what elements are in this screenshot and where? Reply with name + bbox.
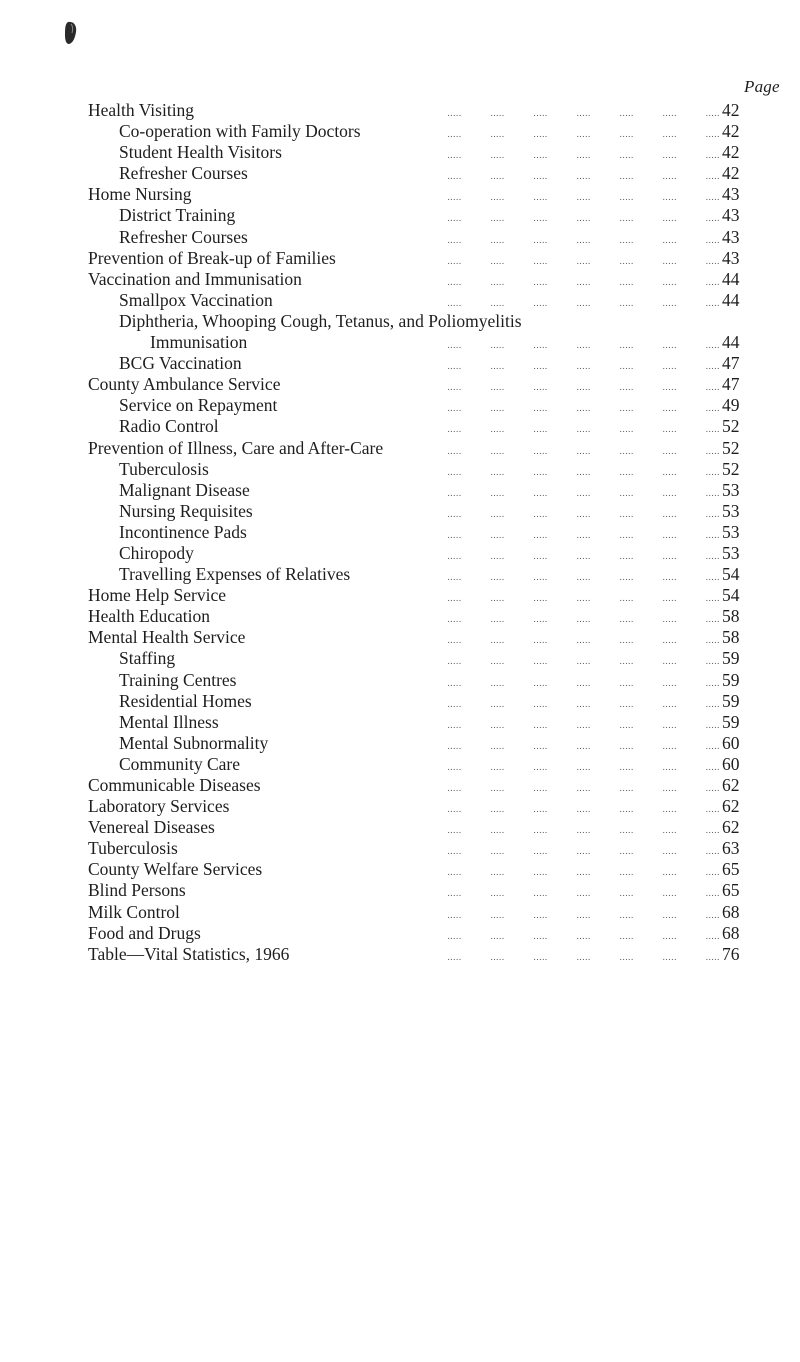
toc-entry: [88, 480, 756, 501]
toc-entry: [88, 248, 756, 269]
toc-entry-page-number: 44: [720, 269, 756, 290]
toc-entry-title: Communicable Diseases: [88, 775, 261, 795]
toc-entry-page-number: 65: [720, 859, 756, 880]
toc-entry-page-number: 58: [720, 606, 756, 627]
dot-leaders: ..... ..... ..... ..... ..... ..... .....: [447, 930, 720, 941]
dot-leaders: ..... ..... ..... ..... ..... ..... .....: [447, 108, 720, 118]
dot-leaders: ..... ..... ..... ..... ..... ..... .....: [447, 529, 720, 540]
dot-leaders: ..... ..... ..... ..... ..... ..... .....: [447, 276, 720, 287]
toc-entry-title: Community Care: [88, 754, 240, 775]
dot-leaders: ..... ..... ..... ..... ..... ..... .....: [447, 487, 720, 498]
toc-entry-title: County Ambulance Service: [88, 374, 281, 395]
toc-entry-page-number: 68: [720, 923, 756, 944]
toc-entry-page-number: 49: [720, 395, 756, 416]
toc-entry: [88, 754, 756, 775]
dot-leaders: ..... ..... ..... ..... ..... ..... .....: [447, 550, 720, 561]
toc-entry-title: District Training: [88, 205, 235, 226]
toc-entry: [88, 395, 756, 416]
toc-entry: [88, 564, 756, 585]
toc-entry-title: Refresher Courses: [88, 163, 248, 184]
toc-entry-title: County Welfare Services: [88, 859, 263, 880]
toc-entry: [88, 796, 756, 817]
dot-leaders: ..... ..... ..... ..... ..... ..... .....: [447, 825, 720, 836]
toc-entry: [88, 459, 756, 480]
dot-leaders: ..... ..... ..... ..... ..... ..... .....: [447, 614, 720, 625]
toc-entry-page-number: 68: [720, 902, 756, 923]
dot-leaders: ..... ..... ..... ..... ..... ..... .....: [447, 951, 720, 962]
dot-leaders: ..... ..... ..... ..... ..... ..... .....: [447, 129, 720, 140]
toc-entry-title: Venereal Diseases: [88, 817, 215, 838]
toc-entry-page-number: 53: [720, 501, 756, 522]
dot-leaders: ..... ..... ..... ..... ..... ..... .....: [447, 677, 720, 688]
toc-entry-page-number: 76: [720, 944, 756, 965]
toc-entry: [88, 374, 756, 395]
dot-leaders: ..... ..... ..... ..... ..... ..... .....: [447, 804, 720, 815]
toc-entry: [88, 100, 756, 121]
toc-entry-page-number: 59: [720, 712, 756, 733]
dot-leaders: ..... ..... ..... ..... ..... ..... .....: [447, 150, 720, 161]
toc-entry-page-number: 59: [720, 670, 756, 691]
toc-entry-title: Health Visiting: [88, 100, 195, 120]
dot-leaders: ..... ..... ..... ..... ..... ..... .....: [447, 867, 720, 878]
toc-entry-page-number: 52: [720, 416, 756, 437]
toc-entry-title: Blind Persons: [88, 880, 186, 901]
toc-entry: [88, 585, 756, 606]
dot-leaders: ..... ..... ..... ..... ..... ..... .....: [447, 361, 720, 372]
toc-entry-title: Home Help Service: [88, 585, 227, 606]
toc-entry-title: Co-operation with Family Doctors: [88, 121, 361, 142]
toc-entry: [88, 290, 756, 311]
toc-entry: [88, 269, 756, 290]
dot-leaders: ..... ..... ..... ..... ..... ..... .....: [447, 403, 720, 414]
toc-entry: [88, 606, 756, 627]
toc-entry: [88, 880, 756, 901]
toc-entry-page-number: 59: [720, 691, 756, 712]
toc-entry-title: Training Centres: [88, 670, 236, 691]
toc-entry-page-number: 43: [720, 248, 756, 269]
toc-entry: [88, 438, 756, 459]
toc-entry: [88, 627, 756, 648]
toc-entry-title: Immunisation: [88, 332, 247, 353]
toc-entry-title: Chiropody: [88, 543, 194, 564]
toc-entry-page-number: 43: [720, 184, 756, 205]
toc-entry-title: Tuberculosis: [88, 459, 209, 480]
toc-entry-page-number: 53: [720, 543, 756, 564]
toc-entry: [88, 522, 756, 543]
toc-entry-title: Malignant Disease: [88, 480, 250, 501]
toc-entry-page-number: 47: [720, 353, 756, 374]
toc-entry: [88, 733, 756, 754]
dot-leaders: ..... ..... ..... ..... ..... ..... .....: [447, 213, 720, 224]
toc-entry-title: Residential Homes: [88, 691, 252, 712]
toc-entry-title: Refresher Courses: [88, 227, 248, 248]
toc-entry-title: Mental Subnormality: [88, 733, 268, 754]
toc-entry: [88, 163, 756, 184]
toc-entry: [88, 184, 756, 205]
toc-entry: [88, 691, 756, 712]
toc-entry-page-number: 54: [720, 564, 756, 585]
toc-entry-page-number: 62: [720, 775, 756, 796]
toc-entry-page-number: 52: [720, 438, 756, 459]
dot-leaders: ..... ..... ..... ..... ..... ..... .....: [447, 909, 720, 920]
dot-leaders: ..... ..... ..... ..... ..... ..... .....: [447, 783, 720, 793]
dot-leaders: ..... ..... ..... ..... ..... ..... .....: [447, 297, 720, 308]
toc-entry-title: Prevention of Break-up of Families: [88, 247, 336, 268]
toc-entry-title: Smallpox Vaccination: [88, 290, 273, 311]
dot-leaders: ..... ..... ..... ..... ..... ..... .....: [447, 761, 720, 772]
toc-entry: [88, 311, 756, 332]
toc-entry: [88, 121, 756, 142]
toc-entry-page-number: 42: [720, 121, 756, 142]
toc-entry-title: BCG Vaccination: [88, 353, 242, 374]
binding-hole-mark: [62, 20, 80, 46]
toc-entry: [88, 944, 756, 965]
dot-leaders: ..... ..... ..... ..... ..... ..... .....: [447, 171, 720, 182]
toc-entry-page-number: 62: [720, 817, 756, 838]
toc-entry-page-number: 60: [720, 754, 756, 775]
toc-entry: [88, 923, 756, 944]
toc-entry-title: Home Nursing: [88, 184, 192, 205]
toc-entry-title: Nursing Requisites: [88, 501, 253, 522]
toc-entry-title: Radio Control: [88, 416, 219, 437]
toc-entry-title: Travelling Expenses of Relatives: [88, 564, 350, 585]
toc-entry-title: Service on Repayment: [88, 395, 277, 416]
dot-leaders: ..... ..... ..... ..... ..... ..... .....: [447, 846, 720, 857]
toc-entry: [88, 353, 756, 374]
table-of-contents: [88, 100, 756, 965]
toc-entry-page-number: 47: [720, 374, 756, 395]
toc-entry-title: Laboratory Services: [88, 796, 230, 817]
toc-entry-page-number: 65: [720, 880, 756, 901]
toc-entry-page-number: 53: [720, 480, 756, 501]
toc-entry-page-number: 44: [720, 332, 756, 353]
toc-entry-page-number: 44: [720, 290, 756, 311]
dot-leaders: ..... ..... ..... ..... ..... ..... .....: [447, 192, 720, 203]
dot-leaders: ..... ..... ..... ..... ..... ..... .....: [447, 382, 720, 393]
dot-leaders: ..... ..... ..... ..... ..... ..... .....: [447, 656, 720, 667]
dot-leaders: ..... ..... ..... ..... ..... ..... .....: [447, 234, 720, 245]
toc-entry-page-number: 52: [720, 459, 756, 480]
toc-entry: [88, 859, 756, 880]
toc-entry: [88, 543, 756, 564]
toc-entry: [88, 670, 756, 691]
toc-entry-title: Diphtheria, Whooping Cough, Tetanus, and Poliomyelitis: [88, 311, 522, 332]
toc-entry-page-number: 53: [720, 522, 756, 543]
dot-leaders: ..... ..... ..... ..... ..... ..... .....: [447, 424, 720, 435]
toc-entry: [88, 501, 756, 522]
toc-entry-title: Vaccination and Immunisation: [88, 268, 302, 289]
toc-entry: [88, 227, 756, 248]
toc-entry-title: Health Education: [88, 606, 210, 627]
toc-entry-title: Incontinence Pads: [88, 522, 247, 543]
toc-entry: [88, 416, 756, 437]
dot-leaders: ..... ..... ..... ..... ..... ..... .....: [447, 445, 720, 456]
toc-entry: [88, 332, 756, 353]
page-column-heading: Page: [744, 77, 780, 96]
dot-leaders: ..... ..... ..... ..... ..... ..... .....: [447, 340, 720, 351]
dot-leaders: ..... ..... ..... ..... ..... ..... .....: [447, 508, 720, 519]
dot-leaders: ..... ..... ..... ..... ..... ..... .....: [447, 698, 720, 709]
dot-leaders: ..... ..... ..... ..... ..... ..... .....: [447, 466, 720, 477]
toc-entry-title: Mental Health Service: [88, 627, 246, 648]
toc-entry: [88, 775, 756, 796]
toc-entry-title: Staffing: [88, 648, 175, 669]
toc-entry-title: Tuberculosis: [88, 838, 178, 859]
toc-entry-page-number: 60: [720, 733, 756, 754]
toc-entry: [88, 817, 756, 838]
toc-entry-title: Food and Drugs: [88, 922, 201, 943]
toc-entry-page-number: 43: [720, 227, 756, 248]
toc-entry: [88, 648, 756, 669]
toc-entry: [88, 205, 756, 226]
toc-entry-page-number: 62: [720, 796, 756, 817]
toc-entry-title: Student Health Visitors: [88, 142, 282, 163]
toc-entry: [88, 712, 756, 733]
toc-entry-title: Milk Control: [88, 901, 180, 922]
toc-entry: [88, 142, 756, 163]
toc-entry-page-number: 59: [720, 648, 756, 669]
toc-entry-page-number: 54: [720, 585, 756, 606]
dot-leaders: ..... ..... ..... ..... ..... ..... .....: [447, 593, 720, 604]
toc-entry: [88, 902, 756, 923]
toc-entry-title: Prevention of Illness, Care and After-Care: [88, 437, 384, 458]
toc-entry-page-number: 63: [720, 838, 756, 859]
toc-entry-page-number: 42: [720, 100, 756, 121]
toc-entry-page-number: 42: [720, 163, 756, 184]
toc-entry: [88, 838, 756, 859]
toc-entry-title: Mental Illness: [88, 712, 219, 733]
dot-leaders: ..... ..... ..... ..... ..... ..... .....: [447, 888, 720, 899]
dot-leaders: ..... ..... ..... ..... ..... ..... .....: [447, 635, 720, 646]
dot-leaders: ..... ..... ..... ..... ..... ..... .....: [447, 740, 720, 751]
toc-entry-page-number: 43: [720, 205, 756, 226]
toc-entry-page-number: 58: [720, 627, 756, 648]
dot-leaders: ..... ..... ..... ..... ..... ..... .....: [447, 255, 720, 266]
dot-leaders: ..... ..... ..... ..... ..... ..... .....: [447, 719, 720, 730]
toc-entry-page-number: 42: [720, 142, 756, 163]
toc-entry-title: Table—Vital Statistics, 1966: [88, 943, 290, 964]
dot-leaders: ..... ..... ..... ..... ..... ..... .....: [447, 572, 720, 583]
